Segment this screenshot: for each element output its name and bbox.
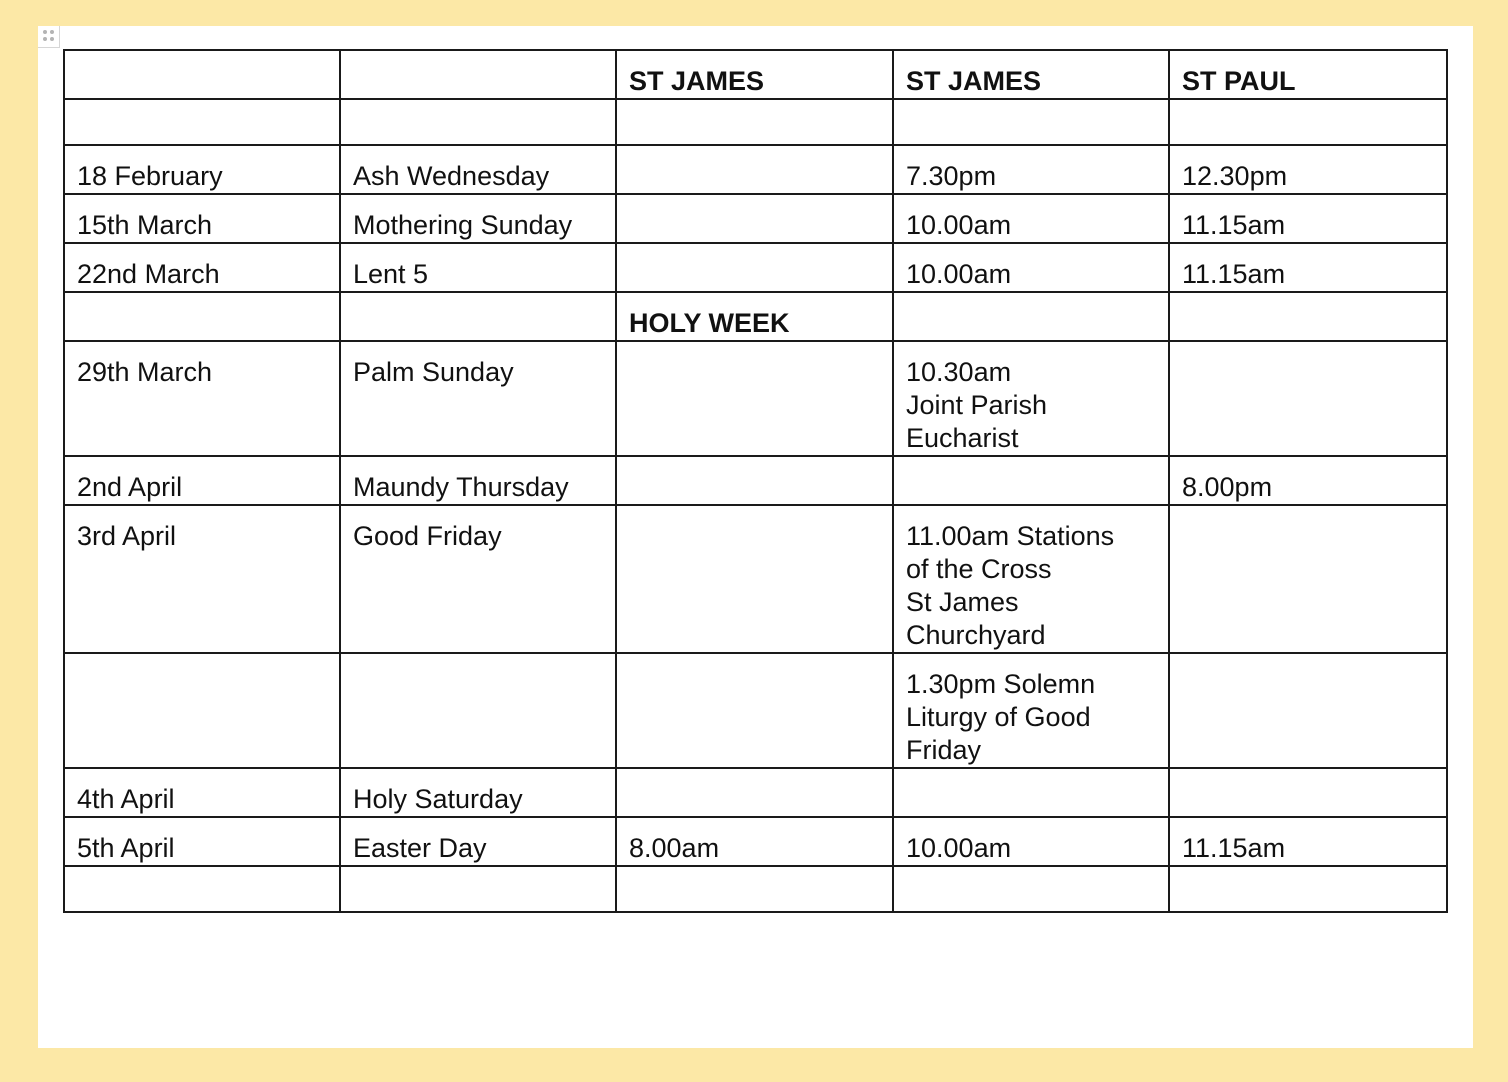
cell-text: Ash Wednesday [353, 161, 550, 191]
cell-text: 10.00am [906, 833, 1012, 863]
table-cell-st-paul[interactable] [1169, 243, 1447, 292]
cell-text: 3rd April [77, 521, 177, 551]
table-cell-st-james-early[interactable] [616, 341, 893, 456]
table-cell-st-paul[interactable] [1169, 99, 1447, 145]
document-page [38, 26, 1473, 1048]
cell-text: 11.15am [1182, 210, 1286, 240]
table-cell-occasion[interactable] [340, 653, 616, 768]
cell-text: 5th April [77, 833, 175, 863]
table-row [64, 768, 1447, 817]
table-cell-date[interactable] [64, 653, 340, 768]
table-cell-date[interactable] [64, 768, 340, 817]
table-cell-occasion[interactable] [340, 243, 616, 292]
table-row [64, 99, 1447, 145]
cell-text: Good Friday [353, 521, 502, 551]
table-cell-st-james[interactable] [893, 456, 1169, 505]
table-cell-st-paul[interactable] [1169, 145, 1447, 194]
table-row [64, 866, 1447, 912]
table-cell-date[interactable] [64, 505, 340, 653]
cell-text: 15th March [77, 210, 213, 240]
table-cell-st-james[interactable] [893, 768, 1169, 817]
table-cell-st-james-early[interactable] [616, 768, 893, 817]
table-cell-st-james[interactable] [893, 505, 1169, 653]
cell-text: Churchyard [906, 620, 1046, 650]
cell-text: 4th April [77, 784, 175, 814]
table-row [64, 292, 1447, 341]
table-cell-date[interactable] [64, 99, 340, 145]
table-cell-st-paul[interactable] [1169, 456, 1447, 505]
table-cell-occasion[interactable] [340, 768, 616, 817]
cell-text: 11.15am [1182, 833, 1286, 863]
cell-text: HOLY WEEK [629, 308, 790, 338]
table-row [64, 653, 1447, 768]
cell-text: 11.00am Stations [906, 521, 1115, 551]
table-cell-st-paul[interactable] [1169, 292, 1447, 341]
table-cell-st-james-early[interactable] [616, 99, 893, 145]
table-cell-st-james-early[interactable] [616, 456, 893, 505]
table-cell-st-james[interactable] [893, 653, 1169, 768]
table-cell-date[interactable] [64, 292, 340, 341]
table-row [64, 817, 1447, 866]
table-row [64, 456, 1447, 505]
cell-text: 12.30pm [1182, 161, 1288, 191]
table-cell-occasion[interactable] [340, 292, 616, 341]
column-header-st-james-early[interactable]: ST JAMES [616, 50, 893, 99]
column-header-occasion[interactable] [340, 50, 616, 99]
cell-text: Holy Saturday [353, 784, 523, 814]
cell-text: 11.15am [1182, 259, 1286, 289]
table-cell-occasion[interactable] [340, 866, 616, 912]
cell-text: 7.30pm [906, 161, 997, 191]
table-row [64, 145, 1447, 194]
cell-text: St James [906, 587, 1019, 617]
cell-text: of the Cross [906, 554, 1052, 584]
table-cell-date[interactable] [64, 194, 340, 243]
table-cell-occasion[interactable] [340, 505, 616, 653]
table-cell-date[interactable] [64, 243, 340, 292]
table-cell-date[interactable] [64, 817, 340, 866]
cell-text: 8.00am [629, 833, 720, 863]
table-cell-st-james[interactable] [893, 866, 1169, 912]
table-cell-occasion[interactable] [340, 99, 616, 145]
table-cell-st-paul[interactable] [1169, 866, 1447, 912]
cell-text: Friday [906, 735, 982, 765]
table-cell-date[interactable] [64, 456, 340, 505]
table-cell-date[interactable] [64, 341, 340, 456]
table-cell-occasion[interactable] [340, 194, 616, 243]
cell-text: 8.00pm [1182, 472, 1273, 502]
table-cell-occasion[interactable] [340, 817, 616, 866]
cell-text: Liturgy of Good [906, 702, 1091, 732]
table-cell-occasion[interactable] [340, 341, 616, 456]
cell-text: 18 February [77, 161, 223, 191]
table-cell-occasion[interactable] [340, 145, 616, 194]
cell-text: 10.30am [906, 357, 1012, 387]
table-cell-st-paul[interactable] [1169, 505, 1447, 653]
table-cell-st-james-early[interactable] [616, 243, 893, 292]
table-cell-st-james[interactable] [893, 145, 1169, 194]
table-drag-handle-icon[interactable] [38, 26, 60, 48]
table-cell-st-james-early[interactable] [616, 505, 893, 653]
table-cell-occasion[interactable] [340, 456, 616, 505]
cell-text: 10.00am [906, 259, 1012, 289]
table-cell-st-james-early[interactable] [616, 653, 893, 768]
cell-text: Eucharist [906, 423, 1019, 453]
table-row [64, 341, 1447, 456]
table-cell-st-paul[interactable] [1169, 653, 1447, 768]
table-cell-st-james[interactable] [893, 292, 1169, 341]
service-schedule-table [63, 49, 1448, 913]
cell-text: Easter Day [353, 833, 487, 863]
cell-text: Mothering Sunday [353, 210, 573, 240]
table-row [64, 194, 1447, 243]
table-cell-st-paul[interactable] [1169, 194, 1447, 243]
cell-text: Palm Sunday [353, 357, 514, 387]
table-cell-date[interactable] [64, 866, 340, 912]
cell-text: 29th March [77, 357, 213, 387]
table-cell-st-james-early[interactable] [616, 866, 893, 912]
table-cell-st-james-early[interactable] [616, 145, 893, 194]
table-cell-date[interactable] [64, 145, 340, 194]
table-cell-st-james[interactable] [893, 194, 1169, 243]
column-header-st-paul[interactable]: ST PAUL [1169, 50, 1447, 99]
cell-text: 2nd April [77, 472, 183, 502]
column-header-st-james[interactable]: ST JAMES [893, 50, 1169, 99]
table-cell-st-james-early[interactable] [616, 817, 893, 866]
table-cell-st-james-early[interactable] [616, 194, 893, 243]
table-cell-st-paul[interactable] [1169, 341, 1447, 456]
table-cell-st-james[interactable] [893, 817, 1169, 866]
cell-text: Joint Parish [906, 390, 1048, 420]
table-cell-st-paul[interactable] [1169, 768, 1447, 817]
table-cell-st-james[interactable] [893, 243, 1169, 292]
cell-text: 22nd March [77, 259, 220, 289]
table-row [64, 505, 1447, 653]
column-header-date[interactable] [64, 50, 340, 99]
header-row [64, 50, 1447, 99]
cell-text: Lent 5 [353, 259, 429, 289]
table-cell-st-james-early[interactable] [616, 292, 893, 341]
cell-text: 10.00am [906, 210, 1012, 240]
table-cell-st-james[interactable] [893, 99, 1169, 145]
table-cell-st-paul[interactable] [1169, 817, 1447, 866]
table-row [64, 243, 1447, 292]
cell-text: Maundy Thursday [353, 472, 569, 502]
table-cell-st-james[interactable] [893, 341, 1169, 456]
cell-text: 1.30pm Solemn [906, 669, 1096, 699]
